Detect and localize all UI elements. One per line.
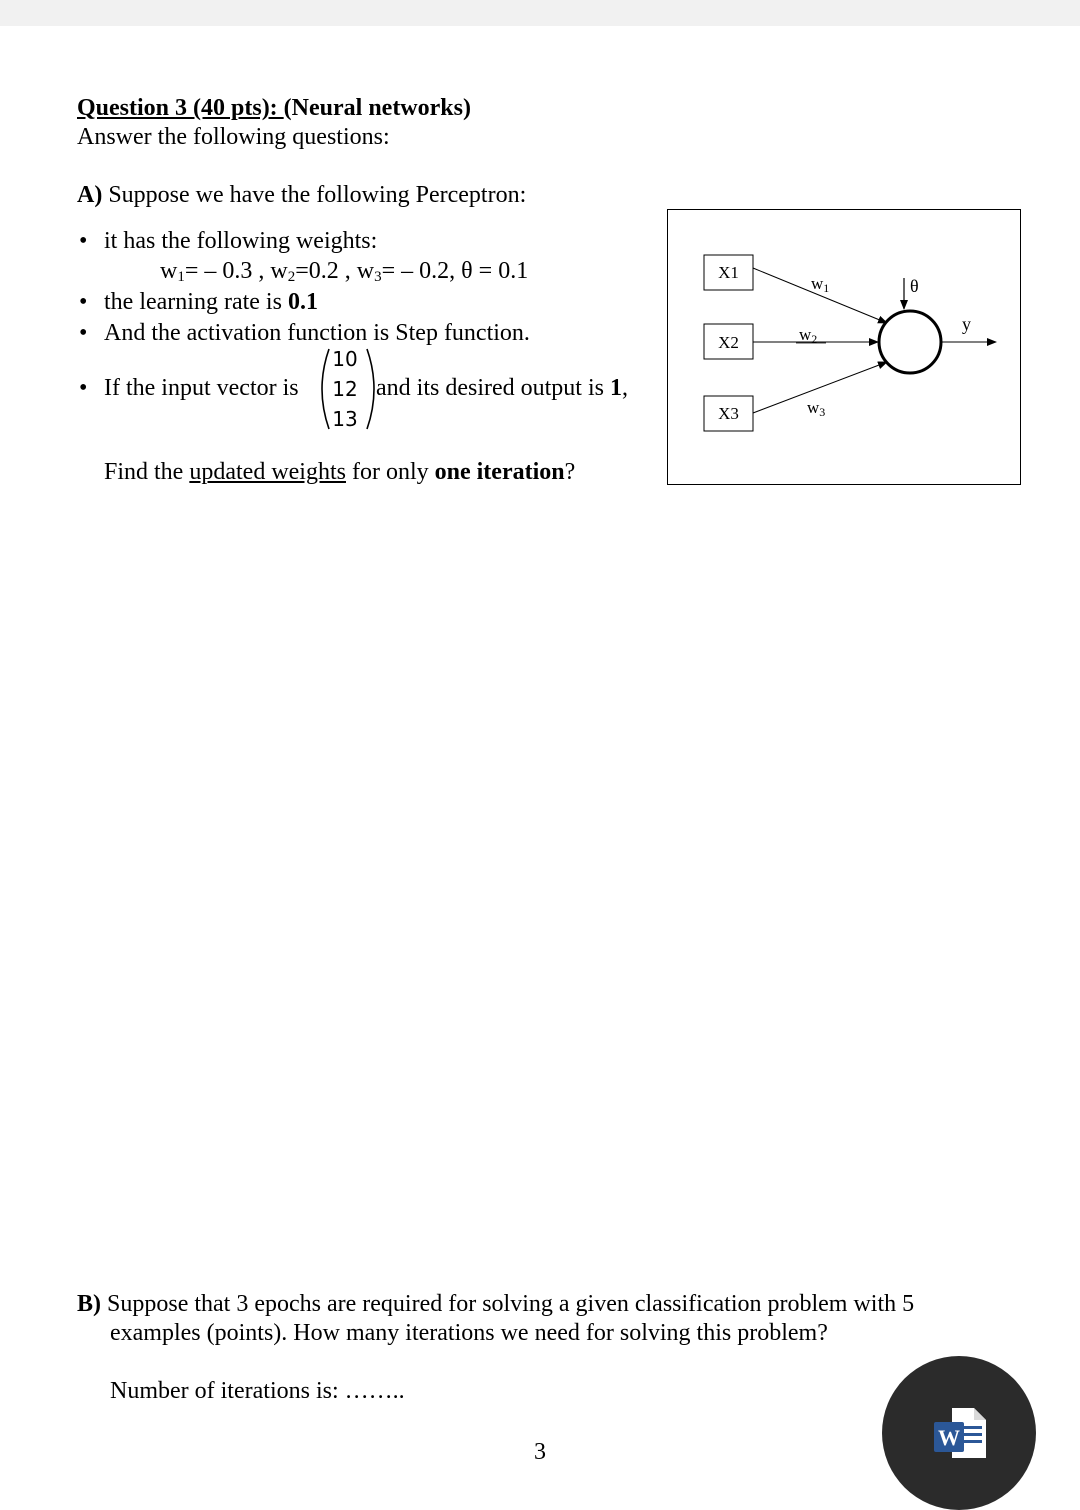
bullet-activation: And the activation function is Step function. (104, 320, 530, 346)
input-label: X2 (718, 333, 739, 352)
bullet-icon: • (79, 320, 88, 346)
answer-prompt: Number of iterations is: …….. (110, 1378, 405, 1404)
part-b-line2: examples (points). How many iterations we need for solving this problem? (110, 1320, 828, 1346)
bullet-input-suffix: and its desired output is 1, (376, 375, 628, 401)
matrix-value: 13 (332, 407, 358, 431)
perceptron-svg (668, 210, 1020, 484)
weight-label-w2: w2 (799, 325, 818, 346)
page-number: 3 (534, 1439, 546, 1465)
input-node-x1 (704, 255, 753, 290)
viewer-top-bar (0, 0, 1080, 26)
neuron-node (879, 311, 941, 373)
matrix-value: 12 (332, 377, 358, 401)
bullet-input-prefix: If the input vector is (104, 375, 299, 401)
word-document-icon (934, 1408, 986, 1458)
theta-label: θ (910, 276, 919, 296)
weight-label-w1: w1 (811, 274, 830, 295)
question-title: Question 3 (40 pts): (Neural networks) (77, 95, 471, 121)
part-a-intro: A) Suppose we have the following Perceptron: (77, 182, 527, 208)
bullet-weights: it has the following weights: (104, 228, 378, 254)
weight-label-w3: w3 (807, 398, 826, 419)
weights-values: $w_1= - 0.3$ , $w_2=0.2$ , $w_3= - 0.2$, θ = 0.1 (160, 258, 529, 285)
input-label: X3 (718, 404, 739, 423)
find-updated-weights: Find the updated weights for only one iteration? (104, 459, 576, 485)
bullet-icon: • (79, 375, 88, 401)
bullet-icon: • (79, 289, 88, 315)
input-node-x3 (704, 396, 753, 431)
bullet-learning-rate: the learning rate is 0.1 (104, 289, 318, 315)
word-letter: W (938, 1425, 960, 1450)
matrix-value: 10 (332, 347, 358, 371)
question-instruction: Answer the following questions: (77, 124, 390, 150)
perceptron-diagram (667, 209, 1021, 485)
bullet-icon: • (79, 228, 88, 254)
output-label: y (962, 314, 971, 334)
input-node-x2 (704, 324, 753, 359)
input-label: X1 (718, 263, 739, 282)
part-b-line1: B) Suppose that 3 epochs are required for solving a given classification problem with 5 (77, 1291, 915, 1317)
